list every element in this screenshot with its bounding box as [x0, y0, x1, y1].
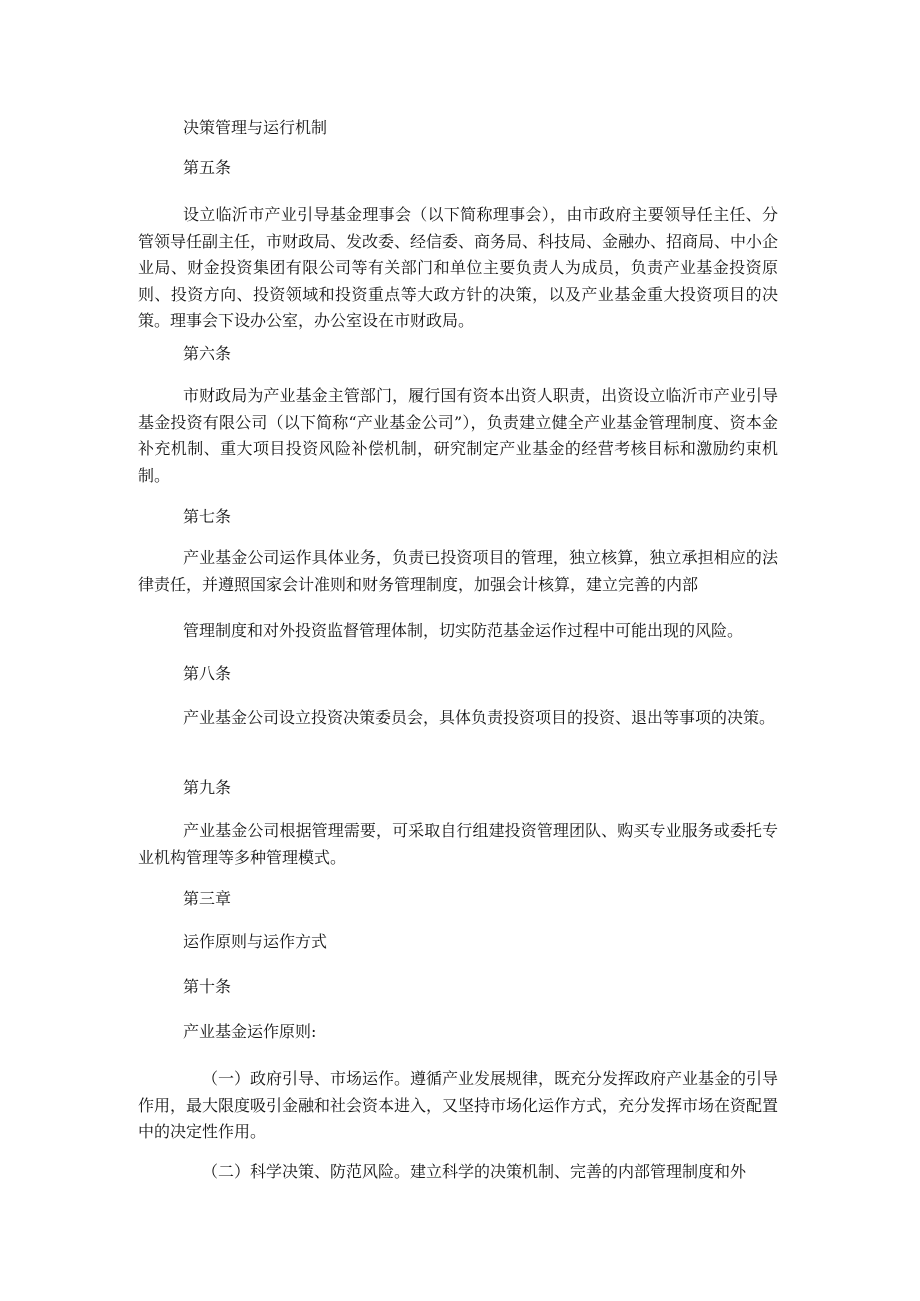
article-10-intro: 产业基金运作原则:: [183, 1022, 317, 1041]
chapter-heading: 第三章: [183, 889, 232, 908]
principle-item-1: （一）政府引导、市场运作。遵循产业发展规律，既充分发挥政府产业基金的引导作用，最大限度吸引金融和社会资本进入，又坚持市场化运作方式，充分发挥市场在资配置中的决定性作用。: [138, 1069, 779, 1141]
chapter-title: 运作原则与运作方式: [183, 932, 328, 951]
article-5-heading: 第五条: [183, 158, 232, 177]
article-9-heading: 第九条: [183, 778, 232, 797]
article-8-heading: 第八条: [183, 664, 232, 683]
article-7-text: 产业基金公司运作具体业务，负责已投资项目的管理，独立核算，独立承担相应的法律责任，并遵照国家会计准则和财务管理制度，加强会计核算，建立完善的内部: [138, 548, 778, 594]
article-8-text: 产业基金公司设立投资决策委员会，具体负责投资项目的投资、退出等事项的决策。: [183, 708, 776, 727]
article-7-text-continued: 管理制度和对外投资监督管理体制，切实防范基金运作过程中可能出现的风险。: [183, 621, 744, 640]
principle-item-2: （二）科学决策、防范风险。建立科学的决策机制、完善的内部管理制度和外: [202, 1162, 747, 1181]
article-10-heading: 第十条: [183, 977, 232, 996]
article-6-text: 市财政局为产业基金主管部门，履行国有资本出资人职责，出资设立临沂市产业引导基金投资有限公司（以下简称“产业基金公司”），负责建立健全产业基金管理制度、资本金补充机制、重大项目投资风险补偿机制，研究制定产业基金的经营考核目标和激励约束机制。: [138, 386, 778, 485]
article-5-text: 设立临沂市产业引导基金理事会（以下简称理事会），由市政府主要领导任主任、分管领导任副主任，市财政局、发改委、经信委、商务局、科技局、金融办、招商局、中小企业局、财金投资集团有限公司等有关部门和单位主要负责人为成员，负责产业基金投资原则、投资方向、投资领域和投资重点等大政方针的决策，以及产业基金重大投资项目的决策。理事会下设办公室，办公室设在市财政局。: [138, 205, 779, 330]
article-6-heading: 第六条: [183, 344, 232, 363]
article-9-text: 产业基金公司根据管理需要，可采取自行组建投资管理团队、购买专业服务或委托专业机构管理等多种管理模式。: [138, 821, 778, 867]
article-7-heading: 第七条: [183, 507, 232, 526]
section-title: 决策管理与运行机制: [183, 118, 328, 137]
